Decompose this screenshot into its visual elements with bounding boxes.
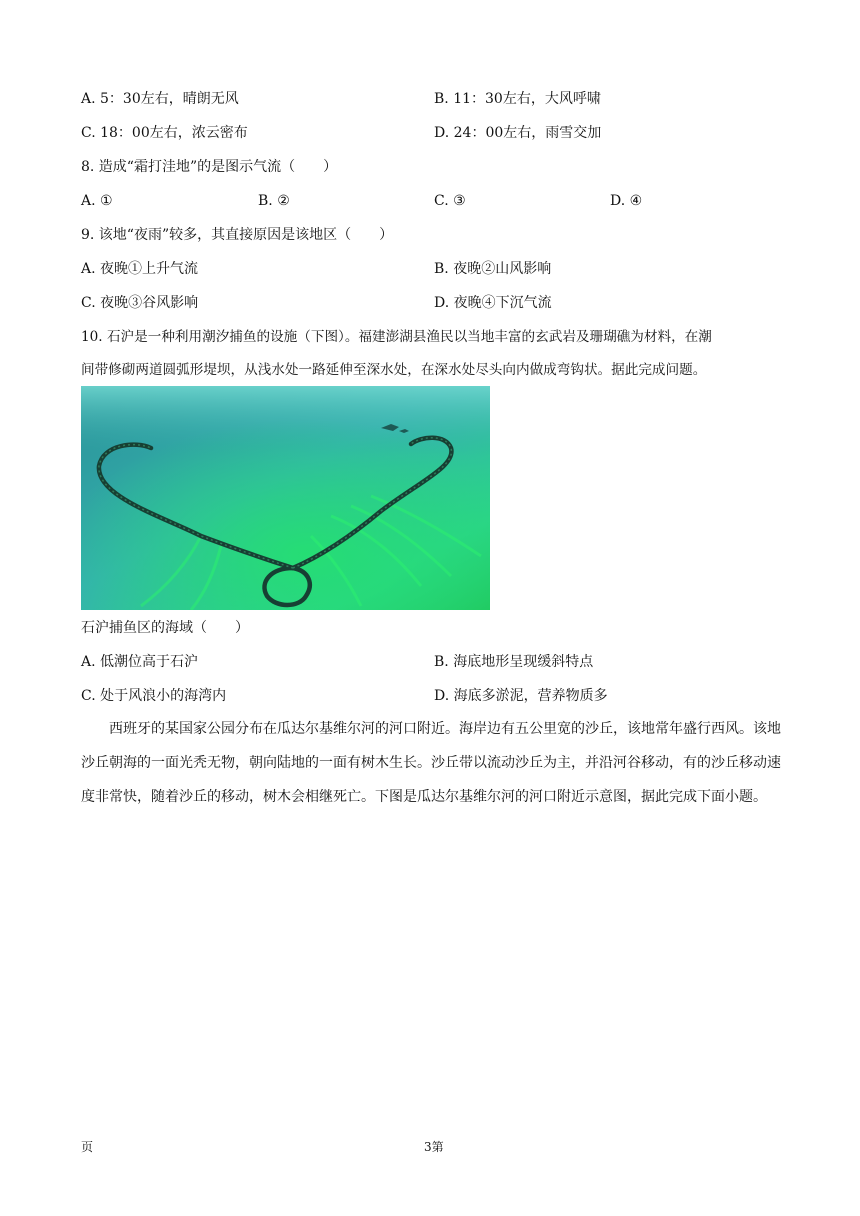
stone-weir-aerial-image — [81, 386, 490, 610]
q10-stem-line2: 间带修砌两道圆弧形堤坝，从浅水处一路延伸至深水处，在深水处尽头向内做成弯钩状。据此完成问题。 — [81, 362, 707, 378]
q9-option-b: B. 夜晚②山风影响 — [434, 261, 552, 277]
q8-stem: 8. 造成“霜打洼地”的是图示气流（ ） — [81, 159, 338, 175]
q7-option-c: C. 18：00左右，浓云密布 — [81, 125, 248, 141]
stone-weir-photo — [81, 386, 490, 610]
q7-option-a: A. 5：30左右，晴朗无风 — [81, 91, 239, 107]
q8-option-c: C. ③ — [434, 193, 466, 209]
q7-option-b: B. 11：30左右，大风呼啸 — [434, 91, 601, 107]
footer-page-label: 页 — [81, 1140, 94, 1154]
q9-option-d: D. 夜晚④下沉气流 — [434, 295, 552, 311]
reading-passage: 西班牙的某国家公园分布在瓜达尔基维尔河的河口附近。海岸边有五公里宽的沙丘，该地常年盛行西风。该地沙丘朝海的一面光秃无物，朝向陆地的一面有树木生长。沙丘带以流动沙丘为主，并沿河谷移动，有的沙丘移动速度非常快，随着沙丘的移动，树木会相继死亡。下图是瓜达尔基维尔河的河口附近示意图，据此完成下面小题。 — [81, 721, 781, 805]
algae-glow — [81, 386, 490, 610]
footer-page-number: 3第 — [424, 1140, 444, 1154]
q10-option-b: B. 海底地形呈现缓斜特点 — [434, 654, 594, 670]
q10-option-c: C. 处于风浪小的海湾内 — [81, 688, 227, 704]
q8-option-b: B. ② — [258, 193, 290, 209]
q8-option-a: A. ① — [81, 193, 113, 209]
q10-option-a: A. 低潮位高于石沪 — [81, 654, 199, 670]
q10-sub-stem: 石沪捕鱼区的海域（ ） — [81, 620, 249, 636]
q9-option-c: C. 夜晚③谷风影响 — [81, 295, 199, 311]
q9-stem: 9. 该地“夜雨”较多，其直接原因是该地区（ ） — [81, 227, 394, 243]
q9-option-a: A. 夜晚①上升气流 — [81, 261, 199, 277]
q10-option-d: D. 海底多淤泥，营养物质多 — [434, 688, 608, 704]
q7-option-d: D. 24：00左右，雨雪交加 — [434, 125, 602, 141]
q10-stem-line1: 10. 石沪是一种利用潮汐捕鱼的设施（下图）。福建澎湖县渔民以当地丰富的玄武岩及珊瑚礁为材料，在潮 — [81, 329, 712, 345]
q8-option-d: D. ④ — [610, 193, 643, 209]
